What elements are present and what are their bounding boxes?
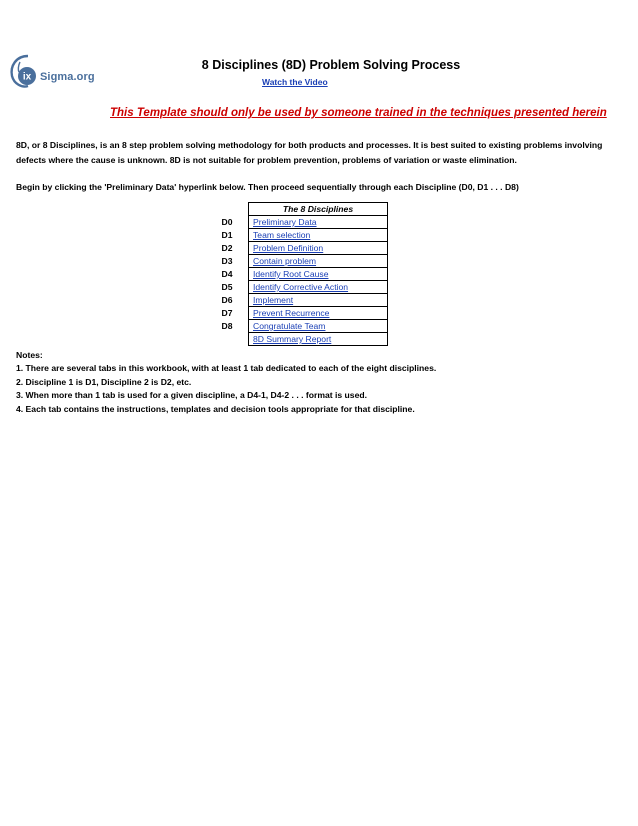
table-row: [206, 333, 388, 346]
discipline-code: D5: [221, 282, 233, 292]
discipline-code: D0: [221, 217, 233, 227]
disciplines-table: [206, 202, 388, 346]
link-team-selection[interactable]: Team selection: [249, 229, 388, 242]
training-warning: This Template should only be used by someone trained in the techniques presented herein: [110, 107, 607, 119]
table-row: [206, 281, 388, 294]
table-row: [206, 268, 388, 281]
note-item: 4. Each tab contains the instructions, templates and decision tools appropriate for that discipline.: [16, 403, 415, 414]
link-identify-corrective-action[interactable]: Identify Corrective Action: [249, 281, 388, 294]
discipline-code: D8: [221, 321, 233, 331]
watch-video-link[interactable]: Watch the Video: [262, 77, 328, 87]
logo-text: Sigma.org: [40, 71, 95, 83]
disciplines-table-header: [206, 203, 388, 216]
link-8d-summary-report[interactable]: 8D Summary Report: [249, 333, 388, 346]
discipline-code: D1: [221, 230, 233, 240]
table-row: [206, 229, 388, 242]
disciplines-heading: The 8 Disciplines: [249, 203, 388, 216]
note-item: 3. When more than 1 tab is used for a given discipline, a D4-1, D4-2 . . . format is used.: [16, 390, 367, 401]
note-item: 2. Discipline 1 is D1, Discipline 2 is D2, etc.: [16, 376, 192, 387]
table-row: [206, 320, 388, 333]
discipline-code: D4: [221, 269, 233, 279]
link-contain-problem[interactable]: Contain problem: [249, 255, 388, 268]
intro-paragraph: 8D, or 8 Disciplines, is an 8 step problem solving methodology for both products and processes. It is best suited to existing problems involving defects where the cause is unknown. 8D is not suitable for problem prevention, problems of variation or waste elimination.: [16, 140, 603, 165]
table-row: [206, 242, 388, 255]
link-identify-root-cause[interactable]: Identify Root Cause: [249, 268, 388, 281]
link-congratulate-team[interactable]: Congratulate Team: [249, 320, 388, 333]
note-item: 1. There are several tabs in this workbook, with at least 1 tab dedicated to each of the eight disciplines.: [16, 363, 437, 374]
discipline-code: D3: [221, 256, 233, 266]
link-implement[interactable]: Implement: [249, 294, 388, 307]
link-preliminary-data[interactable]: Preliminary Data: [249, 216, 388, 229]
instruction-paragraph: Begin by clicking the 'Preliminary Data' hyperlink below. Then proceed sequentially through each Discipline (D0, D1 . . . D8): [16, 182, 519, 192]
notes-heading: Notes:: [16, 350, 43, 360]
discipline-code: [206, 333, 249, 346]
page-title: 8 Disciplines (8D) Problem Solving Process: [201, 58, 461, 72]
link-prevent-recurrence[interactable]: Prevent Recurrence: [249, 307, 388, 320]
table-row: [206, 307, 388, 320]
table-row: [206, 216, 388, 229]
discipline-code: D2: [221, 243, 233, 253]
table-row: [206, 255, 388, 268]
discipline-code: D6: [221, 295, 233, 305]
logo-mark: ix: [22, 71, 32, 83]
discipline-code: D7: [221, 308, 233, 318]
link-problem-definition[interactable]: Problem Definition: [249, 242, 388, 255]
table-row: [206, 294, 388, 307]
notes-section: [16, 349, 436, 416]
